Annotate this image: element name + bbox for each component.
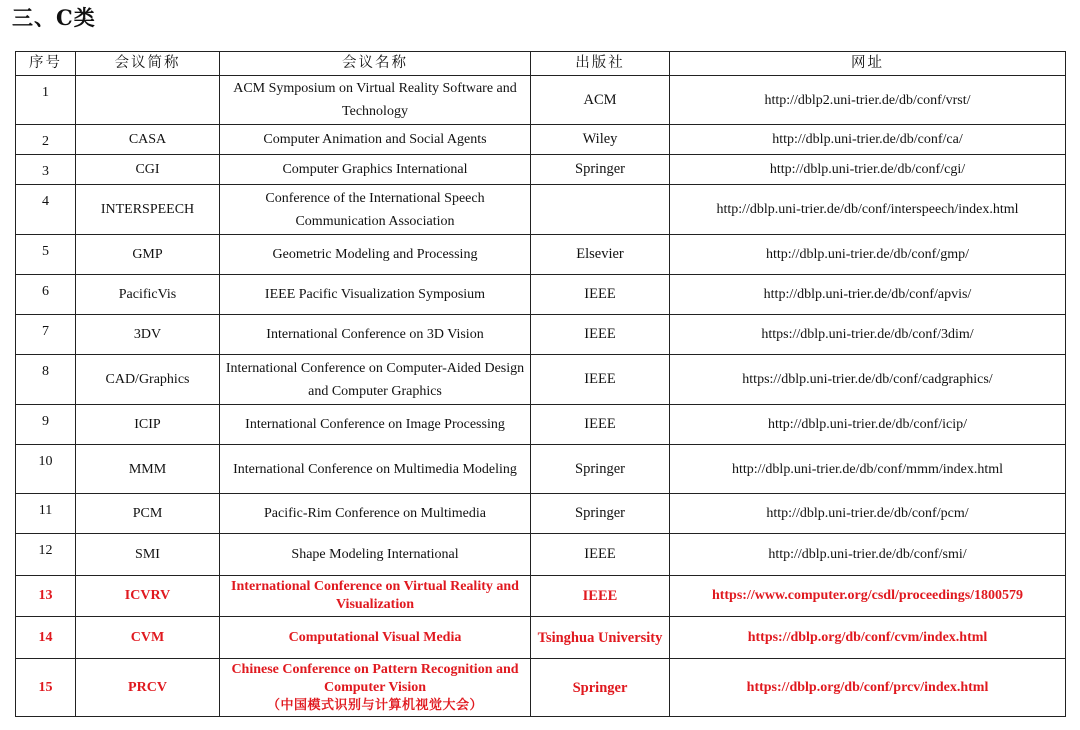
- table-row: [16, 155, 1066, 185]
- row-number: 7: [16, 315, 76, 355]
- conference-abbreviation: [76, 76, 220, 125]
- conference-name: Geometric Modeling and Processing: [220, 235, 531, 275]
- table-header-row: [16, 52, 1066, 76]
- conference-abbreviation: CAD/Graphics: [76, 355, 220, 405]
- table-row: [16, 275, 1066, 315]
- row-number: 12: [16, 534, 76, 576]
- table-row: [16, 494, 1066, 534]
- conference-abbreviation: ICVRV: [76, 576, 220, 617]
- conference-name: Shape Modeling International: [220, 534, 531, 576]
- dblp-url[interactable]: https://dblp.uni-trier.de/db/conf/cadgraphics/: [670, 355, 1066, 405]
- conference-name: International Conference on Virtual Reality and Visualization: [220, 576, 531, 617]
- dblp-url[interactable]: http://dblp.uni-trier.de/db/conf/icip/: [670, 405, 1066, 445]
- table-row: [16, 534, 1066, 576]
- table-row: [16, 405, 1066, 445]
- conference-abbreviation: 3DV: [76, 315, 220, 355]
- row-number: 5: [16, 235, 76, 275]
- table-row: [16, 355, 1066, 405]
- dblp-url[interactable]: http://dblp.uni-trier.de/db/conf/pcm/: [670, 494, 1066, 534]
- table-row-highlighted: [16, 659, 1066, 717]
- publisher: Elsevier: [531, 235, 670, 275]
- conference-name: International Conference on 3D Vision: [220, 315, 531, 355]
- publisher: Springer: [531, 494, 670, 534]
- dblp-url[interactable]: https://dblp.uni-trier.de/db/conf/3dim/: [670, 315, 1066, 355]
- dblp-url[interactable]: https://www.computer.org/csdl/proceedings/1800579: [670, 576, 1066, 617]
- conference-name: International Conference on Multimedia Modeling: [220, 445, 531, 494]
- dblp-url[interactable]: http://dblp.uni-trier.de/db/conf/gmp/: [670, 235, 1066, 275]
- dblp-url[interactable]: http://dblp2.uni-trier.de/db/conf/vrst/: [670, 76, 1066, 125]
- dblp-url[interactable]: http://dblp.uni-trier.de/db/conf/cgi/: [670, 155, 1066, 185]
- row-number: 3: [16, 155, 76, 185]
- conference-abbreviation: MMM: [76, 445, 220, 494]
- publisher: Springer: [531, 155, 670, 185]
- table-row: [16, 235, 1066, 275]
- conference-name: IEEE Pacific Visualization Symposium: [220, 275, 531, 315]
- dblp-url[interactable]: http://dblp.uni-trier.de/db/conf/apvis/: [670, 275, 1066, 315]
- conference-abbreviation: SMI: [76, 534, 220, 576]
- conference-name: Computer Graphics International: [220, 155, 531, 185]
- dblp-url[interactable]: http://dblp.uni-trier.de/db/conf/mmm/index.html: [670, 445, 1066, 494]
- row-number: 6: [16, 275, 76, 315]
- conference-name: Computer Animation and Social Agents: [220, 125, 531, 155]
- publisher: Springer: [531, 659, 670, 717]
- conference-abbreviation: PRCV: [76, 659, 220, 717]
- conference-name: Computational Visual Media: [220, 617, 531, 659]
- conference-name-cell: [220, 659, 531, 717]
- publisher: [531, 185, 670, 235]
- dblp-url[interactable]: http://dblp.uni-trier.de/db/conf/interspeech/index.html: [670, 185, 1066, 235]
- publisher: Wiley: [531, 125, 670, 155]
- conference-abbreviation: PacificVis: [76, 275, 220, 315]
- publisher: Tsinghua University: [531, 617, 670, 659]
- conference-abbreviation: CASA: [76, 125, 220, 155]
- publisher: ACM: [531, 76, 670, 125]
- table-row: [16, 445, 1066, 494]
- table-row: [16, 315, 1066, 355]
- column-header-abbreviation: 会议简称: [76, 52, 220, 76]
- publisher: IEEE: [531, 315, 670, 355]
- column-header-url: 网址: [670, 52, 1066, 76]
- table-row: [16, 185, 1066, 235]
- column-header-publisher: 出版社: [531, 52, 670, 76]
- row-number: 8: [16, 355, 76, 405]
- row-number: 10: [16, 445, 76, 494]
- row-number: 1: [16, 76, 76, 125]
- conference-abbreviation: GMP: [76, 235, 220, 275]
- row-number: 13: [16, 576, 76, 617]
- table-row: [16, 125, 1066, 155]
- conference-name: International Conference on Image Processing: [220, 405, 531, 445]
- section-heading: 三、C类: [12, 5, 96, 30]
- conference-name-chinese: （中国模式识别与计算机视觉大会）: [266, 697, 483, 713]
- dblp-url[interactable]: https://dblp.org/db/conf/cvm/index.html: [670, 617, 1066, 659]
- conference-name: Conference of the International Speech Communication Association: [220, 185, 531, 235]
- conference-table: [15, 51, 1066, 717]
- conference-abbreviation: INTERSPEECH: [76, 185, 220, 235]
- conference-abbreviation: ICIP: [76, 405, 220, 445]
- dblp-url[interactable]: http://dblp.uni-trier.de/db/conf/ca/: [670, 125, 1066, 155]
- conference-name: ACM Symposium on Virtual Reality Software and Technology: [220, 76, 531, 125]
- conference-name: Chinese Conference on Pattern Recognition and Computer Vision: [231, 661, 519, 695]
- conference-abbreviation: PCM: [76, 494, 220, 534]
- publisher: IEEE: [531, 355, 670, 405]
- dblp-url[interactable]: https://dblp.org/db/conf/prcv/index.html: [670, 659, 1066, 717]
- row-number: 9: [16, 405, 76, 445]
- column-header-number: 序号: [16, 52, 76, 76]
- publisher: IEEE: [531, 534, 670, 576]
- conference-name: International Conference on Computer-Aided Design and Computer Graphics: [220, 355, 531, 405]
- conference-abbreviation: CGI: [76, 155, 220, 185]
- row-number: 15: [16, 659, 76, 717]
- row-number: 11: [16, 494, 76, 534]
- table-row-highlighted: [16, 576, 1066, 617]
- publisher: IEEE: [531, 275, 670, 315]
- publisher: Springer: [531, 445, 670, 494]
- row-number: 4: [16, 185, 76, 235]
- conference-abbreviation: CVM: [76, 617, 220, 659]
- dblp-url[interactable]: http://dblp.uni-trier.de/db/conf/smi/: [670, 534, 1066, 576]
- publisher: IEEE: [531, 405, 670, 445]
- column-header-name: 会议名称: [220, 52, 531, 76]
- row-number: 14: [16, 617, 76, 659]
- table-row-highlighted: [16, 617, 1066, 659]
- publisher: IEEE: [531, 576, 670, 617]
- row-number: 2: [16, 125, 76, 155]
- conference-name: Pacific-Rim Conference on Multimedia: [220, 494, 531, 534]
- table-row: [16, 76, 1066, 125]
